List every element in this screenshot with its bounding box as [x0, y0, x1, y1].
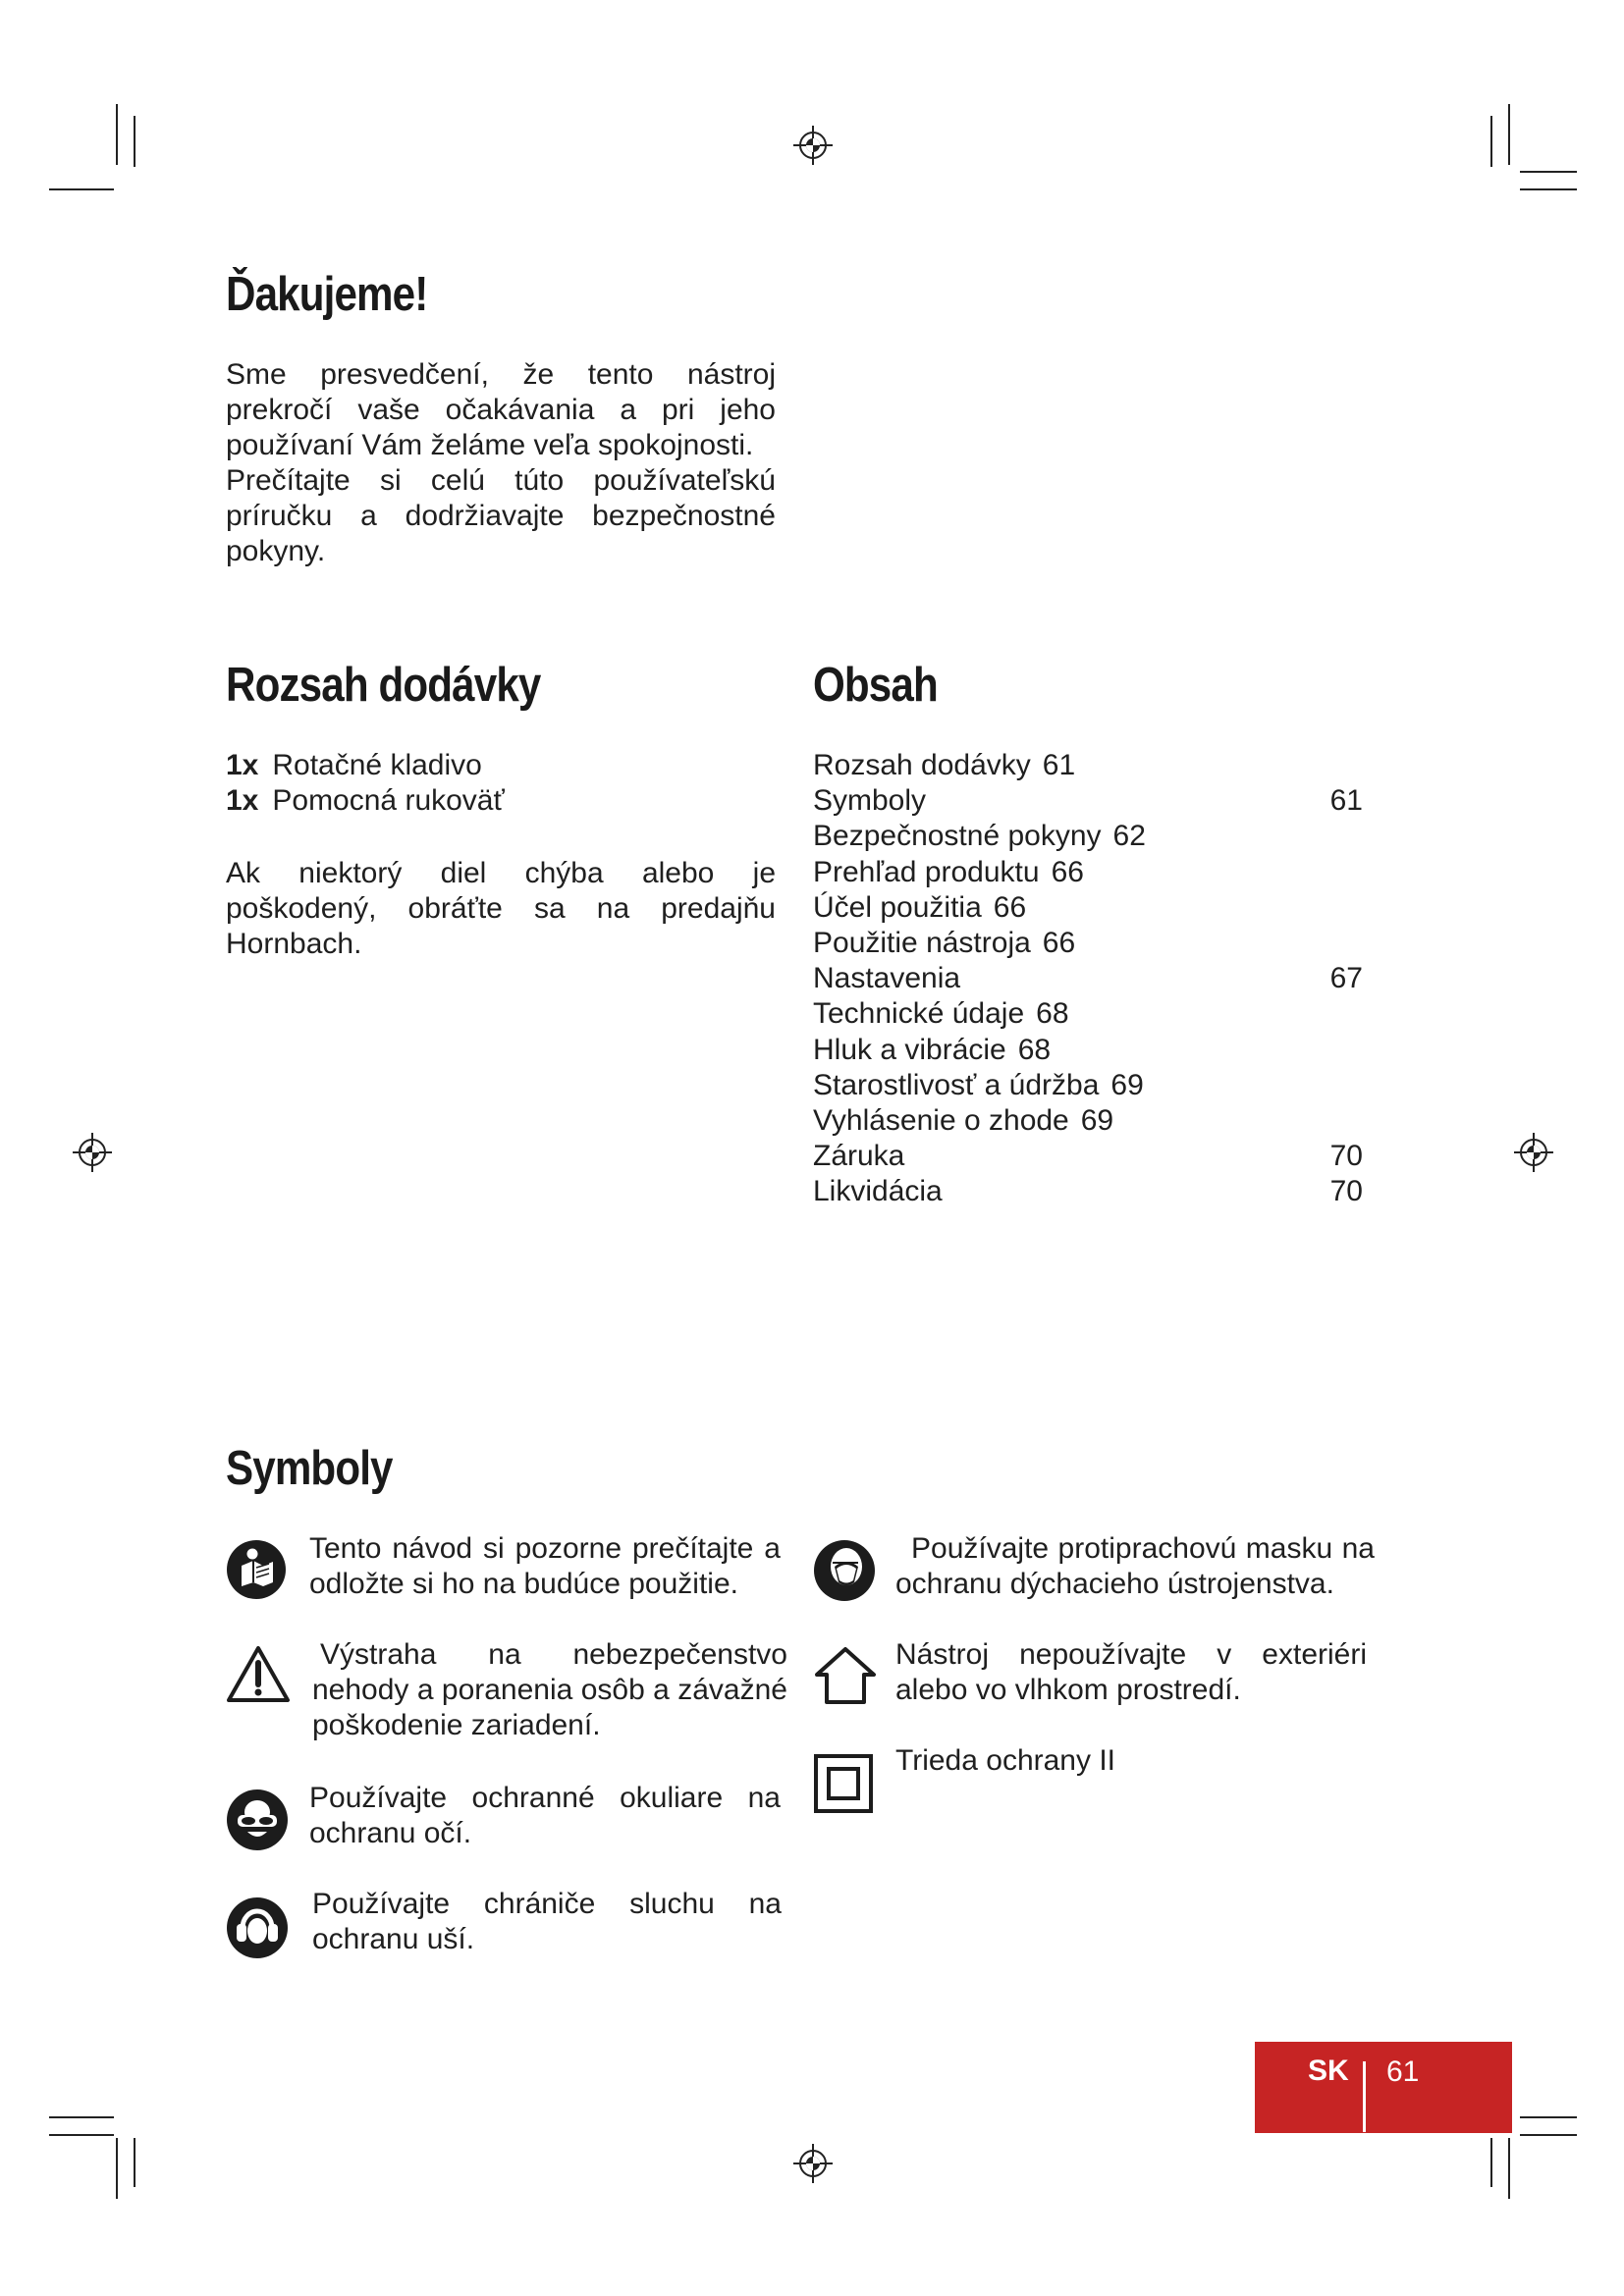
toc-entry-page: 61: [1042, 749, 1076, 781]
language-code: SK: [1308, 2055, 1349, 2087]
toc-entry-label: Symboly: [813, 784, 927, 818]
toc-entry-label: Záruka: [813, 1140, 905, 1173]
toc-entry-label: Starostlivosť a údržba: [813, 1068, 1100, 1101]
delivery-item-name: Rotačné kladivo: [272, 749, 482, 781]
registration-mark-right: [1512, 1131, 1555, 1174]
indoor-use-only-icon: [813, 1645, 878, 1706]
toc-entry[interactable]: [813, 855, 1363, 890]
toc-entry-page: 66: [1042, 926, 1076, 959]
delivery-list: [226, 748, 776, 819]
contents-heading: Obsah: [813, 659, 938, 712]
toc-entry[interactable]: [813, 1174, 1363, 1209]
warning-triangle-icon: [226, 1645, 291, 1704]
delivery-item-name: Pomocná rukoväť: [272, 784, 505, 817]
symbols-heading: Symboly: [226, 1442, 393, 1495]
symbol-goggles-text: Používajte ochranné okuliare na ochranu očí.: [309, 1782, 781, 1849]
toc-entry[interactable]: [813, 961, 1363, 996]
toc-entry-label: Technické údaje: [813, 997, 1025, 1031]
protection-class-2-icon: [813, 1753, 874, 1814]
toc-entry-label: Použitie nástroja: [813, 926, 1031, 959]
page-number: 61: [1386, 2056, 1420, 2088]
toc-entry-label: Vyhlásenie o zhode: [813, 1103, 1069, 1137]
delivery-item-qty: 1x: [226, 749, 259, 781]
toc-entry-page: 70: [1329, 1175, 1363, 1208]
toc-entry-label: Bezpečnostné pokyny: [813, 820, 1102, 853]
toc-entry-label: Rozsah dodávky: [813, 749, 1031, 781]
toc-entry[interactable]: [813, 1139, 1363, 1174]
table-of-contents: [813, 748, 1363, 1209]
safety-goggles-icon: [226, 1789, 289, 1851]
toc-entry-label: Nastavenia: [813, 962, 961, 995]
toc-entry-page: 69: [1080, 1103, 1114, 1137]
delivery-note: Ak niektorý diel chýba alebo je poškodený, obráťte sa na predajňu Hornbach.: [226, 857, 776, 960]
thanks-heading: Ďakujeme!: [226, 268, 428, 321]
toc-entry-label: Účel použitia: [813, 890, 982, 924]
thanks-paragraph-2: Prečítajte si celú túto používateľskú príručku a dodržiavajte bezpečnostné pokyny.: [226, 464, 776, 567]
toc-entry-page: 61: [1329, 784, 1363, 818]
toc-entry-page: 69: [1110, 1068, 1144, 1101]
toc-entry-page: 66: [1051, 855, 1084, 888]
page-tab-divider: [1363, 2061, 1366, 2132]
symbol-warning-text: Výstraha na nebezpečenstvo nehody a poranenia osôb a závažné poškodenie zariadení.: [312, 1638, 787, 1741]
symbol-read-manual-text: Tento návod si pozorne prečítajte a odložte si ho na budúce použitie.: [309, 1532, 781, 1600]
dust-mask-icon: [813, 1539, 876, 1602]
toc-entry-page: 67: [1329, 962, 1363, 995]
delivery-item: [226, 748, 776, 783]
ear-protection-icon: [226, 1896, 289, 1959]
delivery-item-qty: 1x: [226, 784, 259, 817]
toc-entry[interactable]: [813, 1068, 1363, 1103]
thanks-text: [226, 357, 776, 569]
page-tab: [1255, 2042, 1512, 2133]
registration-mark-top: [791, 124, 835, 167]
thanks-paragraph-1: Sme presvedčení, že tento nástroj prekročí vaše očakávania a pri jeho používaní Vám želáme veľa spokojnosti.: [226, 358, 776, 461]
registration-mark-bottom: [791, 2142, 835, 2185]
delivery-heading: Rozsah dodávky: [226, 659, 541, 712]
toc-entry-label: Hluk a vibrácie: [813, 1033, 1006, 1066]
registration-mark-left: [71, 1131, 114, 1174]
symbol-class-2-text: Trieda ochrany II: [895, 1744, 1115, 1777]
toc-entry-page: 68: [1036, 997, 1069, 1031]
toc-entry[interactable]: [813, 996, 1363, 1032]
symbol-ear-text: Používajte chrániče sluchu na ochranu uší.: [312, 1888, 782, 1955]
delivery-item: [226, 783, 776, 819]
toc-entry-page: 62: [1112, 820, 1146, 853]
toc-entry-page: 70: [1329, 1140, 1363, 1173]
read-manual-icon: [226, 1539, 287, 1600]
toc-entry-page: 66: [993, 890, 1027, 924]
toc-entry[interactable]: [813, 783, 1363, 819]
toc-entry[interactable]: [813, 890, 1363, 926]
toc-entry-label: Likvidácia: [813, 1175, 943, 1208]
toc-entry[interactable]: [813, 819, 1363, 854]
toc-entry-label: Prehľad produktu: [813, 855, 1040, 888]
toc-entry[interactable]: [813, 926, 1363, 961]
toc-entry-page: 68: [1017, 1033, 1052, 1066]
toc-entry[interactable]: [813, 748, 1363, 783]
symbol-indoor-text: Nástroj nepoužívajte v exteriéri alebo vo vlhkom prostredí.: [895, 1638, 1367, 1706]
toc-entry[interactable]: [813, 1033, 1363, 1068]
symbol-dust-mask-text: Používajte protiprachovú masku na ochranu dýchacieho ústrojenstva.: [895, 1532, 1375, 1600]
toc-entry[interactable]: [813, 1103, 1363, 1139]
